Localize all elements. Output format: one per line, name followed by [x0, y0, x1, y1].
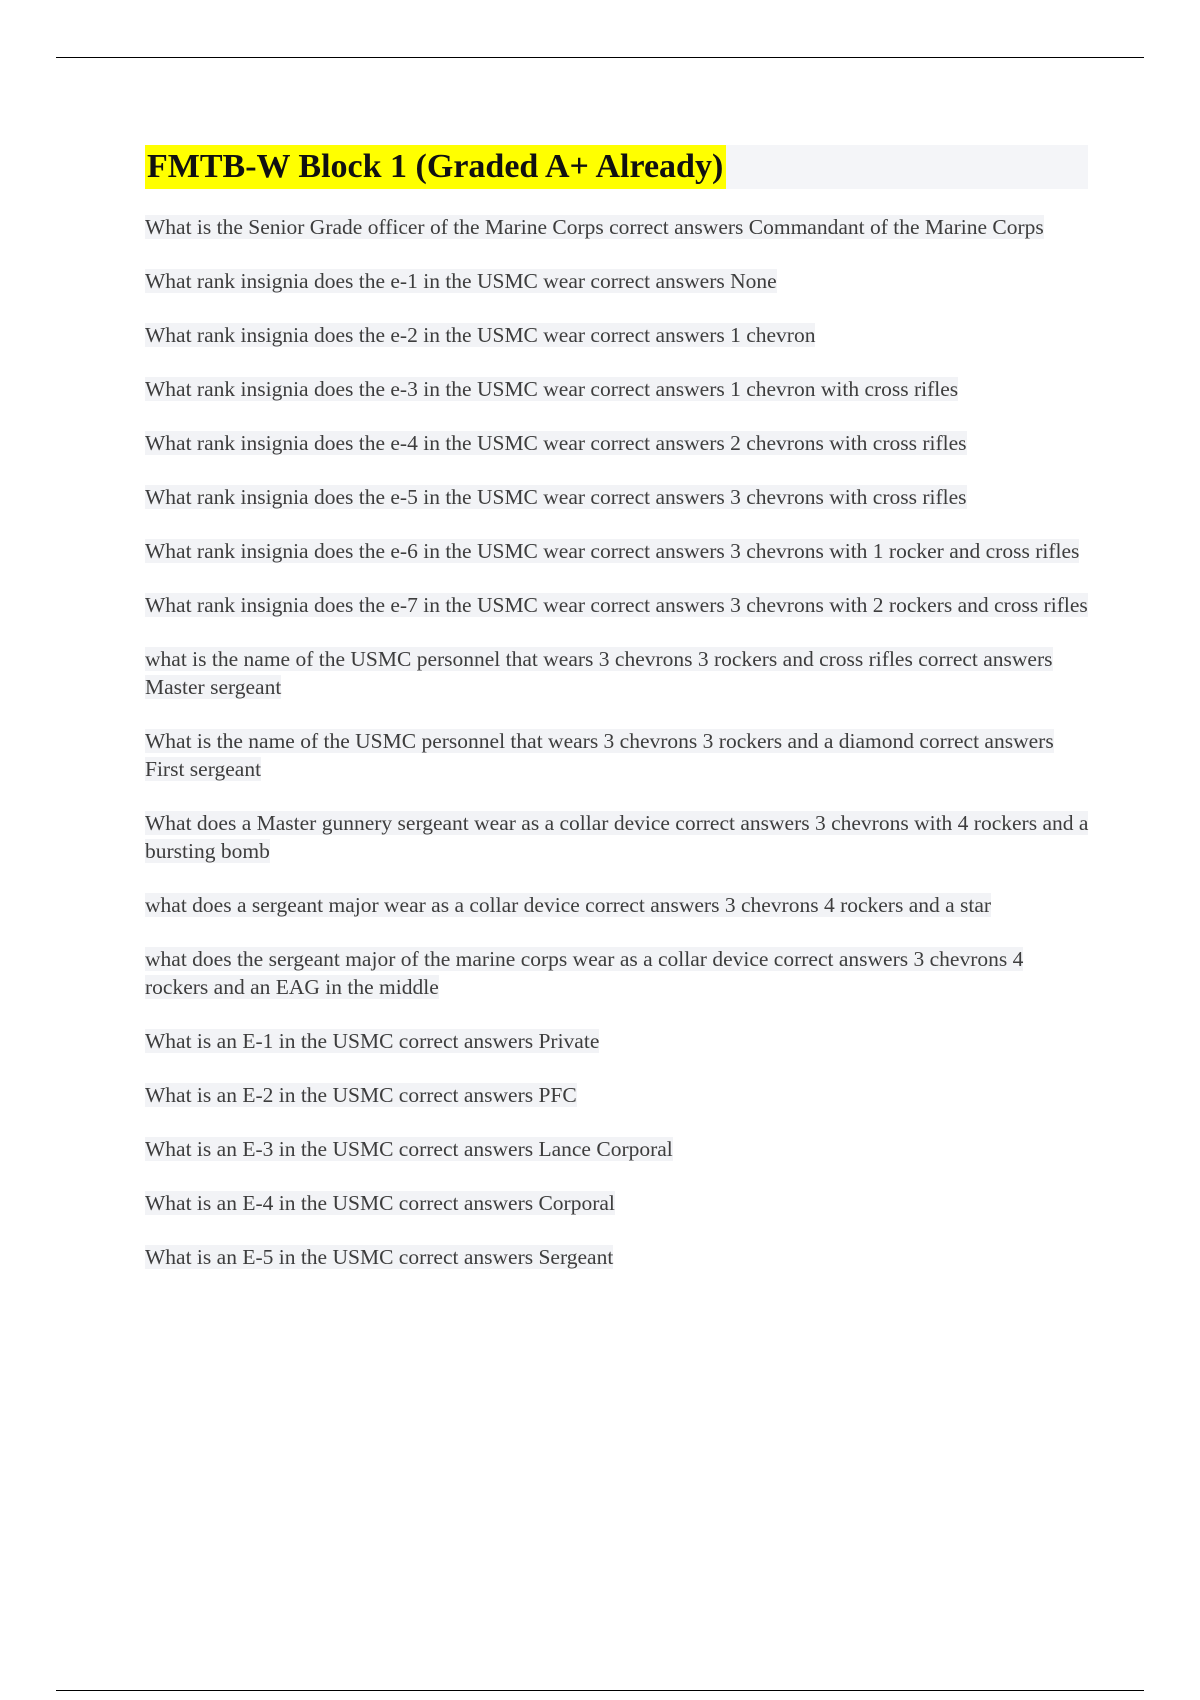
qa-item: What rank insignia does the e-7 in the USMC wear correct answers 3 chevrons with 2 rockers and cross rifles: [145, 593, 1088, 617]
qa-item: What rank insignia does the e-1 in the USMC wear correct answers None: [145, 269, 777, 293]
qa-item: What is an E-1 in the USMC correct answers Private: [145, 1029, 600, 1053]
qa-item: What is an E-3 in the USMC correct answers Lance Corporal: [145, 1137, 673, 1161]
qa-item: what is the name of the USMC personnel that wears 3 chevrons 3 rockers and cross rifles correct answers Master sergeant: [145, 647, 1053, 699]
qa-item: What is an E-2 in the USMC correct answers PFC: [145, 1083, 577, 1107]
document-title: FMTB-W Block 1 (Graded A+ Already): [145, 145, 726, 189]
header-rule: [56, 57, 1144, 58]
qa-item: What rank insignia does the e-5 in the USMC wear correct answers 3 chevrons with cross rifles: [145, 485, 967, 509]
qa-item: What rank insignia does the e-3 in the USMC wear correct answers 1 chevron with cross rifles: [145, 377, 959, 401]
title-block: [145, 145, 1088, 189]
qa-item: What rank insignia does the e-2 in the USMC wear correct answers 1 chevron: [145, 323, 816, 347]
footer-rule: [56, 1690, 1144, 1691]
qa-item: what does a sergeant major wear as a collar device correct answers 3 chevrons 4 rockers and a star: [145, 893, 992, 917]
qa-item: What does a Master gunnery sergeant wear as a collar device correct answers 3 chevrons with 4 rockers and a bursting bomb: [145, 811, 1089, 863]
qa-list: [145, 213, 1090, 1297]
qa-item: what does the sergeant major of the marine corps wear as a collar device correct answers 3 chevrons 4 rockers and an EAG in the middle: [145, 947, 1024, 999]
qa-item: What is an E-4 in the USMC correct answers Corporal: [145, 1191, 615, 1215]
qa-item: What rank insignia does the e-6 in the USMC wear correct answers 3 chevrons with 1 rocker and cross rifles: [145, 539, 1080, 563]
qa-item: What is an E-5 in the USMC correct answers Sergeant: [145, 1245, 614, 1269]
qa-item: What is the Senior Grade officer of the Marine Corps correct answers Commandant of the Marine Corps: [145, 215, 1044, 239]
qa-item: What rank insignia does the e-4 in the USMC wear correct answers 2 chevrons with cross rifles: [145, 431, 967, 455]
qa-item: What is the name of the USMC personnel that wears 3 chevrons 3 rockers and a diamond correct answers First sergeant: [145, 729, 1054, 781]
